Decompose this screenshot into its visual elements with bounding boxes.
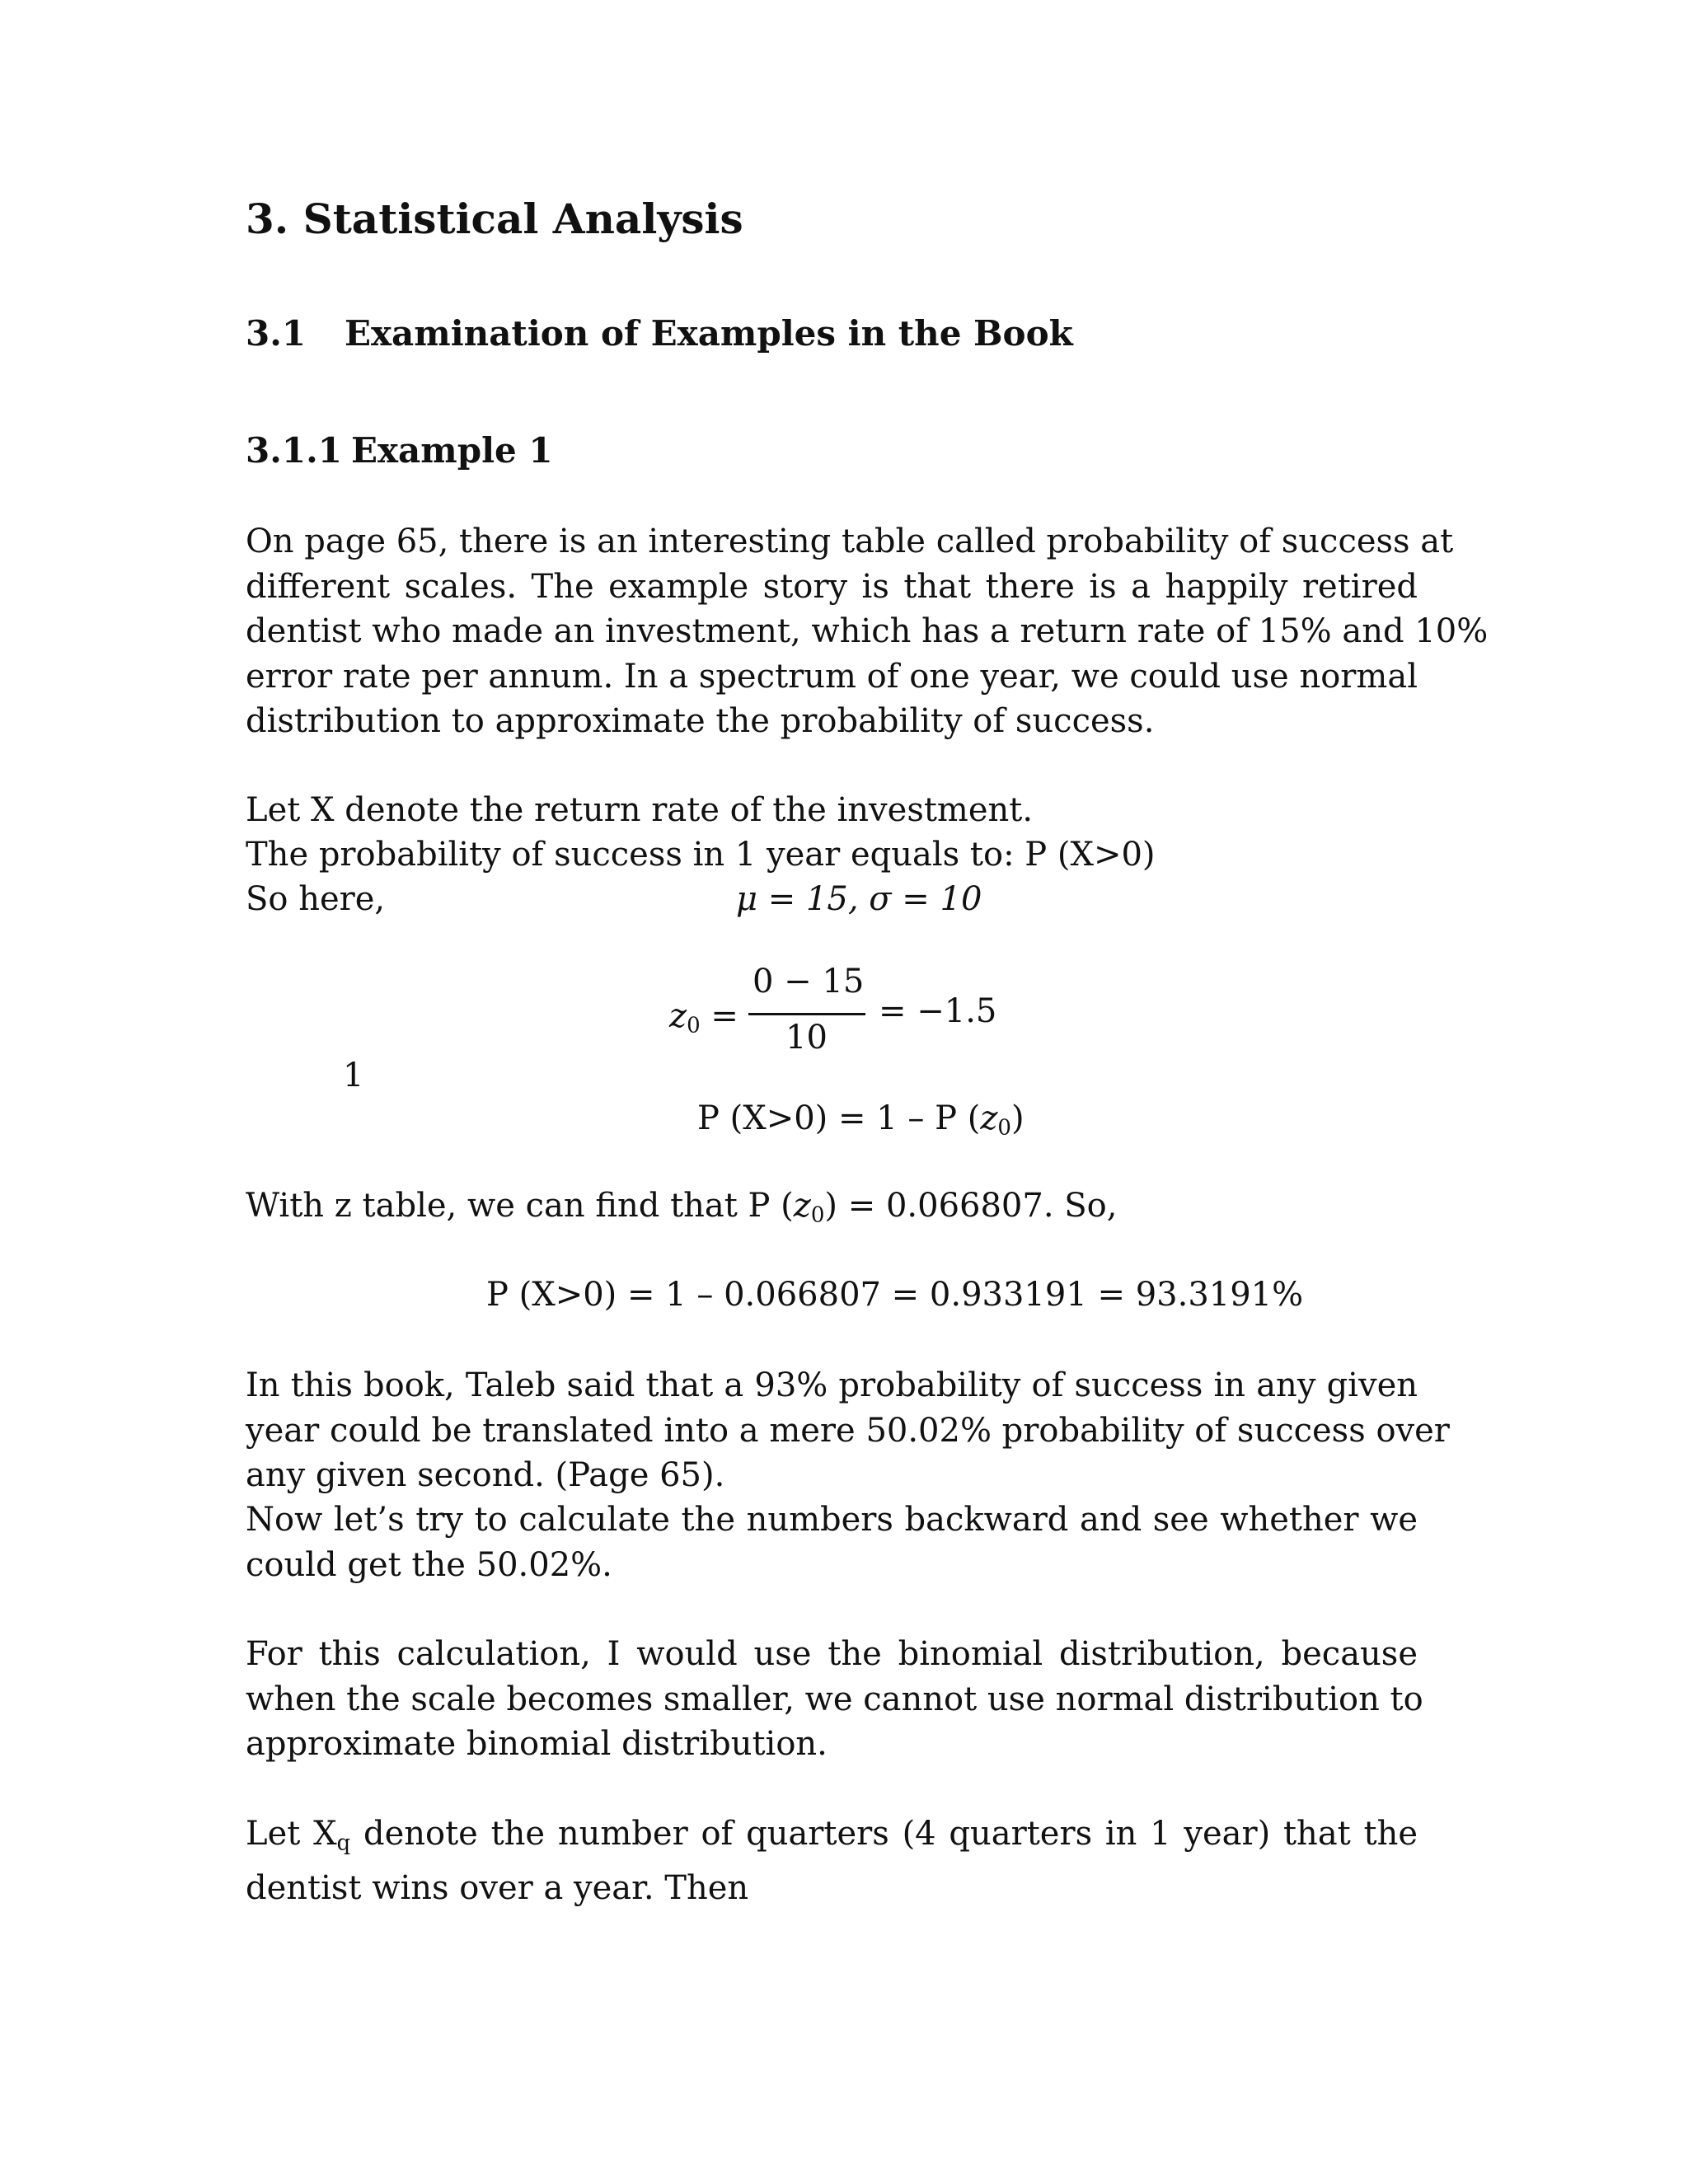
paragraph-line: In this book, Taleb said that a 93% probability of success in any given [246, 1366, 1418, 1404]
paragraph-backward [246, 1497, 1418, 1587]
paragraph-binomial [246, 1632, 1423, 1767]
paragraph-line: Now let’s try to calculate the numbers backward and see whether we [246, 1501, 1418, 1539]
paragraph-line: dentist who made an investment, which has a return rate of 15% and 10% [246, 612, 1489, 650]
z-symbol: z [669, 997, 687, 1035]
paragraph-line: different scales. The example story is that there is a happily retired [246, 567, 1418, 606]
subsection-number: 3.1.1 [246, 430, 342, 471]
paragraph-line: error rate per annum. In a spectrum of one year, we could use normal [246, 657, 1418, 696]
z-symbol: z [980, 1099, 998, 1137]
line-prob-success: The probability of success in 1 year equals to: P (X>0) [246, 836, 1156, 874]
paragraph-line [246, 1811, 1418, 1866]
section-heading [246, 313, 1073, 354]
line-let-x: Let X denote the return rate of the investment. [246, 791, 1034, 829]
z-subscript: 0 [687, 1013, 701, 1038]
paragraph-line: On page 65, there is an interesting table called probability of success at [246, 523, 1454, 560]
let-xq-text: Let X [246, 1815, 337, 1853]
paragraph-quarters [246, 1811, 1418, 1911]
z-table-text: With z table, we can find that P ( [246, 1187, 794, 1225]
px-formula [697, 1099, 1025, 1141]
z-subscript: 0 [997, 1115, 1011, 1141]
z-subscript: 0 [810, 1202, 825, 1228]
footnote-marker: 1 [343, 1057, 364, 1094]
z-symbol: z [793, 1187, 811, 1225]
subsection-title: Example 1 [351, 430, 553, 471]
paragraph-line: distribution to approximate the probability of success. [246, 702, 1155, 740]
paragraph-line: approximate binomial distribution. [246, 1725, 828, 1763]
paragraph-line: could get the 50.02%. [246, 1545, 612, 1584]
z0-result: = −1.5 [879, 992, 997, 1030]
paragraph-line: dentist wins over a year. Then [246, 1869, 749, 1907]
chapter-heading: 3. Statistical Analysis [246, 194, 743, 243]
z-table-value: ) = 0.066807. So, [824, 1187, 1118, 1225]
line-so-here: So here, [246, 880, 386, 918]
subsection-heading [246, 430, 553, 471]
fraction-bar [748, 1013, 865, 1015]
xq-subscript: q [336, 1830, 351, 1856]
section-number: 3.1 [246, 313, 307, 354]
px-formula-close: ) [1010, 1099, 1025, 1137]
paragraph-taleb [246, 1363, 1450, 1498]
section-title: Examination of Examples in the Book [345, 313, 1073, 354]
paragraph-line: year could be translated into a mere 50.02% probability of success over [246, 1411, 1450, 1450]
line-z-table [246, 1187, 1117, 1228]
fraction-numerator: 0 − 15 [753, 963, 865, 1001]
paragraph-line: any given second. (Page 65). [246, 1456, 725, 1494]
equals-sign: = [710, 997, 738, 1035]
fraction-denominator: 10 [785, 1019, 828, 1057]
paragraph-line: when the scale becomes smaller, we cannot use normal distribution to [246, 1680, 1423, 1718]
mu-sigma-equation: μ = 15, σ = 10 [736, 880, 982, 918]
paragraph-intro [246, 519, 1489, 744]
quarters-text: denote the number of quarters (4 quarters in 1 year) that the [350, 1815, 1418, 1853]
z0-equation-lhs [669, 997, 738, 1038]
px-result: P (X>0) = 1 – 0.066807 = 0.933191 = 93.3191% [486, 1276, 1304, 1314]
px-formula-text: P (X>0) = 1 – P ( [697, 1099, 981, 1137]
paragraph-line: For this calculation, I would use the binomial distribution, because [246, 1635, 1418, 1673]
